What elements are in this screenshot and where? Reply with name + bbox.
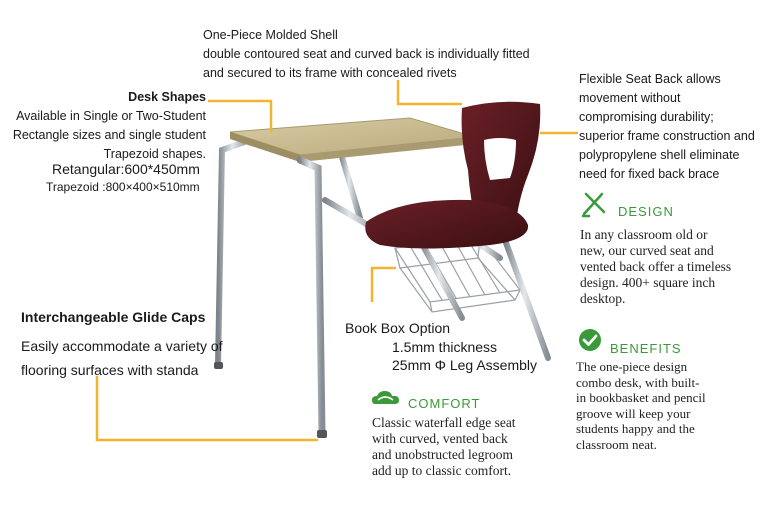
benefits-line-5: students happy and the — [576, 421, 695, 436]
rect-size: Retangular:600*450mm — [52, 161, 200, 177]
desk-front-leg — [300, 160, 322, 432]
seat-back-line-4: superior frame construction and — [579, 129, 755, 143]
book-box-title: Book Box Option — [345, 320, 451, 336]
design-line-4: design. 400+ square inch — [580, 275, 716, 290]
comfort-line-2: with curved, vented back — [372, 431, 508, 446]
comfort-body — [372, 415, 572, 479]
glide-line-2: flooring surfaces with standa — [21, 362, 199, 378]
seat-back-line-3: compromising durability; — [579, 110, 714, 124]
benefits-line-3: in bookbasket and pencil — [576, 390, 706, 405]
benefits-body — [576, 359, 771, 452]
seat-back-line-2: movement without — [579, 91, 681, 105]
pencil-ruler-icon — [580, 190, 610, 218]
design-line-2: new, our curved seat and — [580, 243, 714, 258]
seat-back-callout — [579, 70, 774, 184]
book-box-thickness: 1.5mm thickness — [392, 339, 498, 355]
book-basket — [395, 238, 520, 312]
checkmark-circle-icon — [578, 328, 602, 352]
design-title: DESIGN — [618, 204, 674, 219]
design-line-1: In any classroom old or — [580, 227, 708, 242]
benefits-line-2: combo desk, with built- — [576, 374, 700, 390]
glide-line-1: Easily accommodate a variety of — [21, 338, 223, 354]
comfort-title: COMFORT — [408, 396, 481, 411]
seat-back-line-1: Flexible Seat Back allows — [579, 72, 721, 86]
design-line-5: desktop. — [580, 291, 626, 306]
benefits-title: BENEFITS — [610, 341, 682, 356]
design-body — [580, 227, 775, 307]
comfort-line-1: Classic waterfall edge seat — [372, 415, 516, 430]
benefits-line-1: The one-piece design — [576, 359, 688, 374]
shell-line-2: and secured to its frame with concealed rivets — [203, 66, 457, 80]
shell-callout — [203, 26, 583, 83]
comfort-line-3: and unobstructed legroom — [372, 447, 513, 462]
book-box-leg: 25mm Φ Leg Assembly — [392, 357, 538, 373]
glide-cap — [317, 430, 327, 438]
seat-back-line-6: need for ﬁxed back brace — [579, 167, 720, 181]
glide-body — [21, 334, 251, 382]
shell-title: One-Piece Molded Shell — [203, 28, 338, 42]
comfort-line-4: add up to classic comfort. — [372, 463, 512, 478]
desk-shapes-callout — [10, 88, 206, 164]
glide-title: Interchangeable Glide Caps — [21, 309, 206, 325]
shell-line-1: double contoured seat and curved back is individually fitted — [203, 47, 530, 61]
desk-shapes-line-1: Available in Single or Two-Student — [16, 109, 206, 123]
cloud-icon — [371, 389, 401, 407]
seat-back-line-5: polypropylene shell eliminate — [579, 148, 740, 162]
desk-back-legs — [218, 140, 360, 365]
benefits-line-4: groove will keep your — [576, 405, 691, 421]
design-line-3: vented back offer a timeless — [580, 259, 732, 274]
desk-shapes-line-2: Rectangle sizes and single student — [12, 128, 206, 142]
desktop-surface — [230, 118, 475, 162]
desk-shapes-line-3: Trapezoid shapes. — [103, 147, 206, 161]
trap-size: Trapezoid :800×400×510mm — [46, 180, 200, 194]
benefits-line-6: classroom neat. — [576, 436, 657, 452]
desk-shapes-title: Desk Shapes — [128, 90, 206, 104]
